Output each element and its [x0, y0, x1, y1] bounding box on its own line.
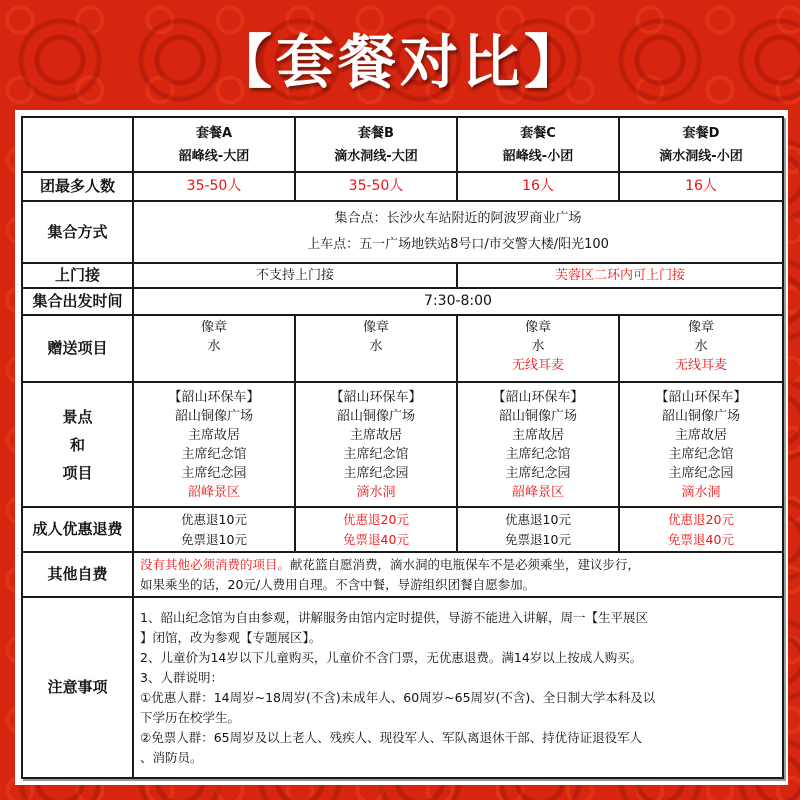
package-c-header [457, 117, 619, 172]
note-line: 3、人群说明： [140, 669, 223, 685]
other-fees-detail-2: 如果乘坐的话，20元/人费用自理。不含中餐，导游组织团餐自愿参加。 [140, 576, 536, 592]
gift-item: 像章 [200, 320, 227, 335]
note-line: ①优惠人群：14周岁~18周岁(不含)未成年人、60周岁~65周岁(不含)、全日制大学本科及以 [140, 689, 656, 705]
note-line: 】闭馆，改为参观【专题展区】。 [140, 629, 322, 645]
row-label: 其他自费 [22, 552, 133, 597]
spot-item: 主席纪念馆 [343, 446, 409, 462]
gift-item-extra: 无线耳麦 [511, 358, 564, 373]
max-people-a: 35-50人 [133, 172, 295, 201]
row-label: 团最多人数 [22, 172, 133, 201]
package-a-header [133, 117, 295, 172]
package-name: 套餐C [520, 125, 556, 141]
gift-item: 像章 [687, 320, 714, 335]
gifts-row [22, 315, 783, 382]
free-ticket-refund: 免票退40元 [668, 531, 734, 547]
no-mandatory-fees: 没有其他必须消费的项目。 [140, 556, 291, 572]
label-line: 项目 [62, 463, 93, 482]
row-label: 集合出发时间 [22, 288, 133, 315]
discount-refund: 优惠退10元 [505, 511, 571, 527]
max-people-d: 16人 [619, 172, 783, 201]
spot-item-extra: 韶峰景区 [511, 484, 564, 500]
gift-item: 水 [369, 339, 383, 354]
label-line: 景点 [62, 407, 93, 426]
spots-d [619, 382, 783, 507]
meeting-point: 集合点：长沙火车站附近的阿波罗商业广场 [334, 211, 582, 226]
spot-item: 韶山铜像广场 [498, 408, 577, 424]
other-fees-text [133, 552, 783, 597]
gift-item: 像章 [362, 320, 389, 335]
note-line: 、消防员。 [140, 749, 203, 765]
note-line: 2、儿童价为14岁以下儿童购买，儿童价不含门票，无优惠退费。满14岁以上按成人购买。 [140, 649, 643, 665]
row-label: 集合方式 [22, 201, 133, 263]
package-comparison-table [21, 116, 784, 779]
gift-item-extra: 无线耳麦 [674, 358, 727, 373]
max-people-b: 35-50人 [295, 172, 457, 201]
refund-d [619, 507, 783, 552]
meeting-row [22, 201, 783, 263]
spot-item: 主席纪念园 [343, 465, 409, 481]
spot-item: 【韶山环保车】 [330, 389, 422, 405]
note-line: 下学历在校学生。 [140, 709, 241, 725]
max-people-c: 16人 [457, 172, 619, 201]
spot-item: 主席故居 [187, 427, 240, 443]
spot-item-extra: 滴水洞 [681, 484, 721, 500]
spot-item: 【韶山环保车】 [168, 389, 260, 405]
spot-item: 主席纪念园 [505, 465, 571, 481]
package-route: 滴水洞线-小团 [659, 148, 743, 164]
spot-item: 主席纪念馆 [505, 446, 571, 462]
row-label: 上门接 [22, 263, 133, 288]
row-label [22, 382, 133, 507]
spots-row [22, 382, 783, 507]
package-route: 韶峰线-小团 [502, 148, 574, 164]
package-route: 韶峰线-大团 [178, 148, 250, 164]
pickup-cd: 芙蓉区二环内可上门接 [457, 263, 783, 288]
spot-item-extra: 滴水洞 [356, 484, 396, 500]
gifts-d [619, 315, 783, 382]
note-line: ②免票人群：65周岁及以上老人、残疾人、现役军人、军队离退休干部、持优待证退役军人 [140, 729, 643, 745]
spots-a [133, 382, 295, 507]
discount-refund: 优惠退20元 [668, 511, 734, 527]
notes-text [133, 597, 783, 778]
spot-item: 主席纪念馆 [668, 446, 734, 462]
spot-item: 【韶山环保车】 [492, 389, 584, 405]
other-fees-row [22, 552, 783, 597]
free-ticket-refund: 免票退10元 [181, 531, 247, 547]
row-label: 注意事项 [22, 597, 133, 778]
gift-item: 像章 [524, 320, 551, 335]
spot-item: 韶山铜像广场 [661, 408, 740, 424]
spot-item: 【韶山环保车】 [655, 389, 747, 405]
spot-item: 主席纪念园 [668, 465, 734, 481]
notes-row [22, 597, 783, 778]
pickup-row [22, 263, 783, 288]
departure-time: 7:30-8:00 [133, 288, 783, 315]
spot-item: 主席故居 [674, 427, 727, 443]
refund-a [133, 507, 295, 552]
refund-b [295, 507, 457, 552]
note-line: 1、韶山纪念馆为自由参观，讲解服务由馆内定时提供，导游不能进入讲解，周一【生平展区 [140, 609, 648, 625]
spot-item: 韶山铜像广场 [174, 408, 253, 424]
spot-item: 韶山铜像广场 [336, 408, 415, 424]
departure-row [22, 288, 783, 315]
row-label: 赠送项目 [22, 315, 133, 382]
spot-item-extra: 韶峰景区 [187, 484, 240, 500]
spot-item: 主席故居 [349, 427, 402, 443]
package-name: 套餐A [195, 125, 233, 141]
gifts-a [133, 315, 295, 382]
spot-item: 主席纪念馆 [181, 446, 247, 462]
page-title: 【套餐对比】 [213, 28, 586, 96]
other-fees-detail: 献花篮自愿消费，滴水洞的电瓶保车不是必须乘坐，建议步行， [290, 556, 641, 572]
row-label: 成人优惠退费 [22, 507, 133, 552]
package-d-header [619, 117, 783, 172]
meeting-info [133, 201, 783, 263]
gift-item: 水 [207, 339, 221, 354]
corner-cell [22, 117, 133, 172]
refund-c [457, 507, 619, 552]
pickup-ab: 不支持上门接 [133, 263, 457, 288]
discount-refund: 优惠退20元 [343, 511, 409, 527]
package-name: 套餐B [358, 125, 394, 141]
gifts-c [457, 315, 619, 382]
gifts-b [295, 315, 457, 382]
spot-item: 主席纪念园 [181, 465, 247, 481]
spot-item: 主席故居 [511, 427, 564, 443]
free-ticket-refund: 免票退40元 [343, 531, 409, 547]
header-row [22, 117, 783, 172]
refund-row [22, 507, 783, 552]
gift-item: 水 [531, 339, 545, 354]
max-people-row [22, 172, 783, 201]
discount-refund: 优惠退10元 [181, 511, 247, 527]
spots-c [457, 382, 619, 507]
package-b-header [295, 117, 457, 172]
label-line: 和 [69, 435, 85, 454]
free-ticket-refund: 免票退10元 [505, 531, 571, 547]
boarding-point: 上车点：五一广场地铁站8号口/市交警大楼/阳光100 [307, 237, 609, 252]
gift-item: 水 [694, 339, 708, 354]
package-route: 滴水洞线-大团 [334, 148, 418, 164]
package-name: 套餐D [682, 125, 720, 141]
spots-b [295, 382, 457, 507]
